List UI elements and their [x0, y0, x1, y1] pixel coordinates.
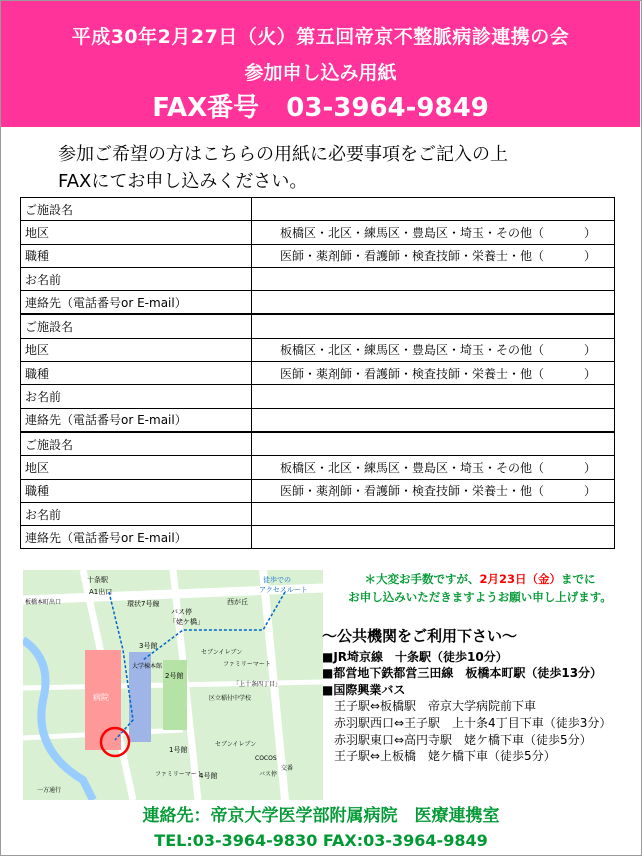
fax-number: 03-3964-9849 — [286, 93, 489, 123]
cocos-label: COCOS — [255, 755, 277, 762]
a1-exit-label: A1出口 — [89, 588, 113, 596]
contact-numbers: TEL:03-3964-9830 FAX:03-3964-9849 — [154, 831, 488, 850]
contact-office: 連絡先：帝京大学医学部附属病院 医療連携室 — [142, 806, 500, 826]
deadline-notice — [330, 570, 630, 606]
bus-stop-name: 「姥ケ橋」 — [169, 618, 204, 626]
contact-label: 連絡先（電話番号or E-mail） — [21, 291, 252, 315]
facility-field[interactable] — [252, 314, 615, 338]
access-route-label: アクセスルート — [259, 586, 308, 594]
area-label: 地区 — [21, 338, 252, 361]
facility-field[interactable] — [252, 432, 615, 456]
route7-label: 環状7号線 — [127, 600, 160, 608]
area-field[interactable] — [252, 456, 615, 479]
bus-route: 王子駅⇔上板橋 姥ケ橋下車（徒歩5分） — [334, 749, 556, 764]
job-field[interactable] — [252, 479, 615, 502]
contact-label: 連絡先（電話番号or E-mail） — [21, 526, 252, 549]
access-map — [23, 570, 323, 800]
close-paren: ） — [584, 460, 597, 475]
main-building-label: 大学棟本館 — [132, 663, 163, 670]
area-options: 板橋区・北区・練馬区・豊島区・埼玉・その他（ — [280, 460, 545, 475]
close-paren: ） — [584, 343, 597, 358]
lot2-label: 2号館 — [165, 672, 184, 680]
transit-title: ～公共機関をご利用下さい～ — [322, 627, 518, 645]
transit-line: ■国際興業バス — [322, 682, 406, 697]
bus-route: 王子駅⇔板橋駅 帝京大学病院前下車 — [334, 699, 537, 714]
hospital-label: 病院 — [93, 693, 109, 702]
kamijuujo-label: 「上十条四丁目」 — [233, 681, 282, 688]
name-label: お名前 — [21, 385, 252, 408]
name-label: お名前 — [21, 267, 252, 290]
area-options: 板橋区・北区・練馬区・豊島区・埼玉・その他（ — [280, 343, 545, 358]
bus-label: バス停 — [259, 771, 278, 778]
area-field[interactable] — [252, 338, 615, 361]
job-options: 医師・薬剤師・看護師・検査技師・栄養士・他（ — [280, 249, 545, 264]
facility-field[interactable] — [252, 198, 615, 221]
header-banner — [1, 1, 640, 127]
notice-line-2: お申し込みいただきますようお願い申し上げます。 — [348, 590, 612, 604]
area-options: 板橋区・北区・練馬区・豊島区・埼玉・その他（ — [280, 225, 545, 240]
job-label: 職種 — [21, 479, 252, 502]
police-label: 交番 — [281, 765, 294, 772]
bus-stop-label: バス停 — [171, 608, 192, 616]
transit-line: ■都営地下鉄都営三田線 板橋本町駅（徒歩13分） — [322, 666, 603, 681]
fax-line — [1, 87, 640, 124]
close-paren: ） — [584, 225, 597, 240]
registration-form — [20, 197, 615, 549]
name-field[interactable] — [252, 502, 615, 525]
close-paren: ） — [584, 366, 597, 381]
contact-label: 連絡先（電話番号or E-mail） — [21, 408, 252, 432]
area-label: 地区 — [21, 221, 252, 244]
contact-field[interactable] — [252, 408, 615, 432]
fax-label: FAX番号 — [152, 93, 260, 123]
job-field[interactable] — [252, 362, 615, 385]
close-paren: ） — [584, 484, 597, 499]
notice-post: までに — [561, 572, 596, 586]
name-field[interactable] — [252, 267, 615, 290]
name-label: お名前 — [21, 502, 252, 525]
oneway-label: 一方通行 — [37, 787, 62, 794]
school-label: 区立稲付中学校 — [209, 695, 252, 702]
area-field[interactable] — [252, 221, 615, 244]
deadline-date: 2月23日（金） — [479, 572, 561, 586]
transit-line: ■JR埼京線 十条駅（徒歩10分） — [322, 649, 508, 664]
intro-line-1: 参加ご希望の方はこちらの用紙に必要事項をご記入の上 — [58, 144, 508, 165]
job-label: 職種 — [21, 244, 252, 267]
lot1-label: 1号館 — [169, 746, 188, 754]
area-label: 地区 — [21, 456, 252, 479]
jujo-label: 十条駅 — [87, 576, 108, 584]
transit-info — [322, 628, 611, 765]
contact-field[interactable] — [252, 526, 615, 549]
lot4-label: 4号館 — [199, 772, 218, 780]
notice-pre: ＊大変お手数ですが、 — [364, 572, 480, 586]
lot3-label: 3号館 — [139, 642, 158, 650]
facility-label: ご施設名 — [21, 198, 252, 221]
intro-text — [58, 141, 508, 195]
job-options: 医師・薬剤師・看護師・検査技師・栄養士・他（ — [280, 484, 545, 499]
name-field[interactable] — [252, 385, 615, 408]
nishigaoka-label: 西が丘 — [227, 598, 248, 606]
walk-label: 徒歩での — [263, 576, 291, 584]
contact-field[interactable] — [252, 291, 615, 315]
familymart-label-2: ファミリーマート — [155, 771, 203, 778]
facility-label: ご施設名 — [21, 314, 252, 338]
job-label: 職種 — [21, 362, 252, 385]
job-field[interactable] — [252, 244, 615, 267]
familymart-label: ファミリーマート — [223, 661, 271, 668]
seven-eleven-label-2: セブンイレブン — [215, 741, 257, 748]
itabashi-exit-label: 板橋本町出口 — [25, 599, 62, 606]
bus-route: 赤羽駅東口⇔高円寺駅 姥ケ橋下車（徒歩5分） — [334, 732, 592, 747]
intro-line-2: FAXにてお申し込みください。 — [58, 171, 308, 192]
form-title: 参加申し込み用紙 — [244, 62, 397, 84]
close-paren: ） — [584, 249, 597, 264]
facility-label: ご施設名 — [21, 432, 252, 456]
job-options: 医師・薬剤師・看護師・検査技師・栄養士・他（ — [280, 366, 545, 381]
bus-route: 赤羽駅西口⇔王子駅 上十条4丁目下車（徒歩3分） — [334, 715, 612, 730]
seven-eleven-label: セブンイレブン — [201, 649, 243, 656]
event-title: 平成30年2月27日（火）第五回帝京不整脈病診連携の会 — [71, 26, 570, 48]
